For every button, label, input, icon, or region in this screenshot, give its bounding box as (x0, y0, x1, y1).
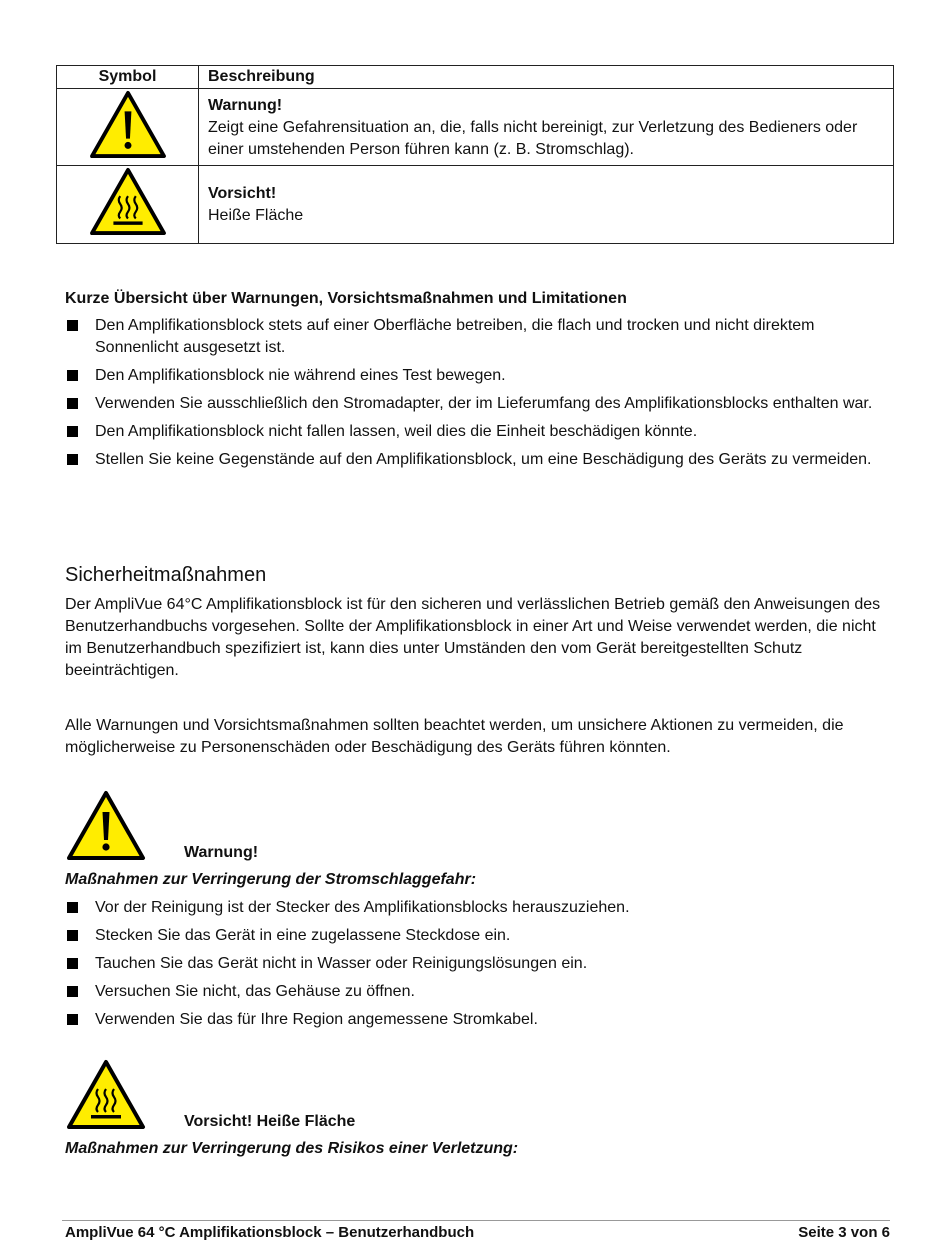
list-item-text: Tauchen Sie das Gerät nicht in Wasser oder Reinigungslösungen ein. (95, 955, 588, 972)
list-item-text: Stellen Sie keine Gegenstände auf den Amplifikationsblock, um eine Beschädigung des Geräts zu vermeiden. (95, 451, 872, 468)
list-item-text: Vor der Reinigung ist der Stecker des Amplifikationsblocks herauszuziehen. (95, 899, 630, 916)
table-row (57, 89, 894, 166)
safety-paragraph-1: Der AmpliVue 64°C Amplifikationsblock ist für den sicheren und verlässlichen Betrieb gemäß den Anweisungen des Benutzerhandbuchs vorgesehen. Sollte der Amplifikationsblock in einer Art und Weise verwendet werden, die nicht im Benutzerhandbuch spezifiziert ist, kann dies unter Umständen den vom Gerät bereitgestellten Schutz beeinträchtigen. (65, 596, 881, 679)
row-text: Heiße Fläche (208, 207, 304, 224)
bullet-square-icon (67, 426, 78, 437)
bullet-square-icon (67, 986, 78, 997)
description-cell (199, 166, 894, 244)
bullet-square-icon (67, 930, 78, 941)
bullet-square-icon (67, 320, 78, 331)
safety-heading: Sicherheitmaßnahmen (65, 564, 267, 586)
list-item (65, 421, 890, 443)
row-title: Vorsicht! (208, 185, 277, 202)
bullet-square-icon (67, 370, 78, 381)
list-item (65, 925, 890, 947)
warning-triangle-icon (89, 90, 167, 160)
bullet-square-icon (67, 454, 78, 465)
header-description: Beschreibung (199, 66, 894, 89)
symbol-cell (57, 166, 199, 244)
list-item (65, 365, 890, 387)
warning-triangle-icon (66, 790, 146, 862)
list-item-text: Den Amplifikationsblock nie während eines Test bewegen. (95, 367, 506, 384)
list-item (65, 449, 890, 471)
caution-label: Vorsicht! Heiße Fläche (184, 1113, 356, 1130)
overview-list (65, 315, 890, 477)
safety-paragraph-2: Alle Warnungen und Vorsichtsmaßnahmen sollten beachtet werden, um unsichere Aktionen zu vermeiden, die möglicherweise zu Personenschäden oder Beschädigung des Geräts führen könnten. (65, 717, 844, 756)
list-item (65, 897, 890, 919)
page-number: Seite 3 von 6 (798, 1224, 890, 1241)
header-symbol: Symbol (57, 66, 199, 89)
row-text: Zeigt eine Gefahrensituation an, die, falls nicht bereinigt, zur Verletzung des Bedieners oder einer umstehenden Person führen kann (z. B. Stromschlag). (208, 119, 858, 158)
warning-list (65, 897, 890, 1037)
table-row (57, 166, 894, 244)
list-item-text: Den Amplifikationsblock nicht fallen lassen, weil dies die Einheit beschädigen könnte. (95, 423, 698, 440)
list-item-text: Verwenden Sie das für Ihre Region angemessene Stromkabel. (95, 1011, 538, 1028)
list-item (65, 1009, 890, 1031)
overview-heading: Kurze Übersicht über Warnungen, Vorsichtsmaßnahmen und Limitationen (65, 290, 627, 307)
symbol-cell (57, 89, 199, 166)
list-item-text: Versuchen Sie nicht, das Gehäuse zu öffnen. (95, 983, 415, 1000)
bullet-square-icon (67, 902, 78, 913)
bullet-square-icon (67, 958, 78, 969)
warning-subheading: Maßnahmen zur Verringerung der Stromschlaggefahr: (65, 871, 477, 888)
bullet-square-icon (67, 398, 78, 409)
footer-divider (62, 1220, 890, 1221)
footer-title: AmpliVue 64 °C Amplifikationsblock – Benutzerhandbuch (65, 1224, 475, 1241)
symbol-table (56, 65, 894, 244)
list-item (65, 981, 890, 1003)
hot-surface-icon (66, 1059, 146, 1131)
list-item (65, 393, 890, 415)
caution-subheading: Maßnahmen zur Verringerung des Risikos einer Verletzung: (65, 1140, 519, 1157)
list-item-text: Stecken Sie das Gerät in eine zugelassene Steckdose ein. (95, 927, 511, 944)
row-title: Warnung! (208, 97, 283, 114)
hot-surface-icon (89, 167, 167, 237)
bullet-square-icon (67, 1014, 78, 1025)
list-item-text: Den Amplifikationsblock stets auf einer Oberfläche betreiben, die flach und trocken und nicht direktem Sonnenlicht ausgesetzt ist. (95, 317, 815, 356)
warning-label: Warnung! (184, 844, 259, 861)
list-item-text: Verwenden Sie ausschließlich den Stromadapter, der im Lieferumfang des Amplifikationsblocks enthalten war. (95, 395, 873, 412)
table-header-row (57, 66, 894, 89)
description-cell (199, 89, 894, 166)
list-item (65, 953, 890, 975)
list-item (65, 315, 890, 359)
